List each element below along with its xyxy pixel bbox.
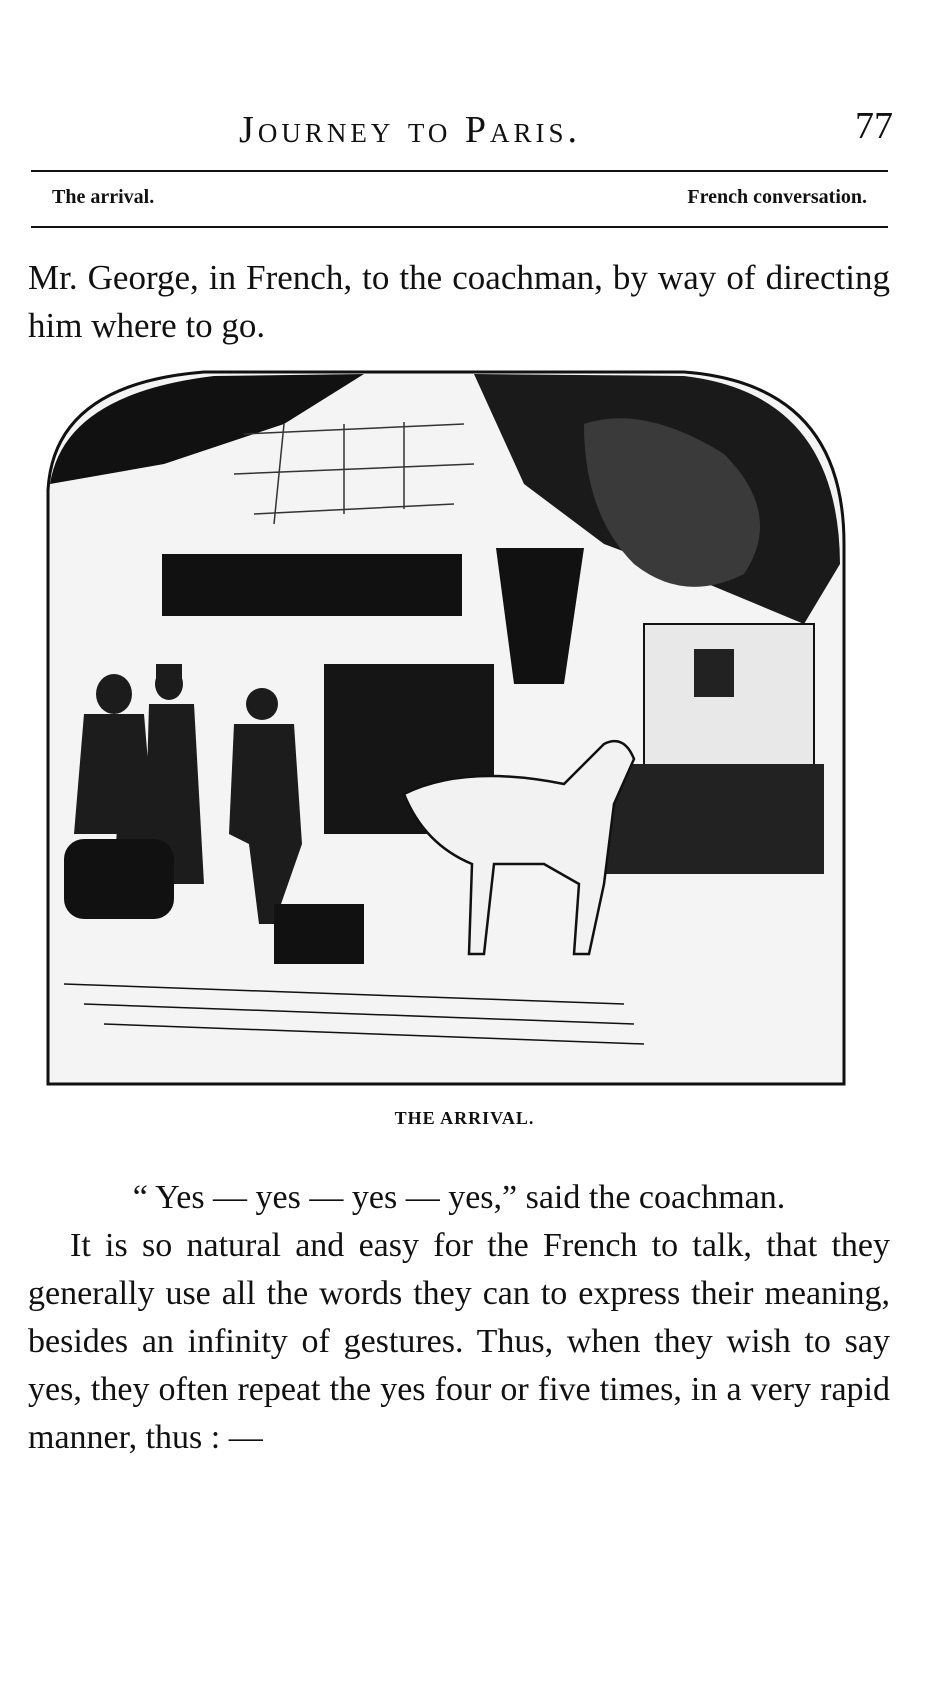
engraving-drawing [44, 364, 849, 1095]
opening-paragraph: Mr. George, in French, to the coachman, by way of directing him where to go. [28, 258, 890, 345]
header-rule-top [31, 170, 888, 172]
body-text [28, 1174, 890, 1462]
carriage-window [694, 649, 734, 697]
dark-beam [162, 554, 462, 616]
carriage-body [644, 624, 814, 774]
luggage-trunk [64, 839, 174, 919]
side-heading-right: French conversation. [687, 186, 867, 208]
engraving-illustration [44, 364, 849, 1095]
figure-caption: THE ARRIVAL. [394, 1108, 535, 1128]
luggage-box [274, 904, 364, 964]
header-rule-bottom [31, 226, 888, 228]
body-paragraph: It is so natural and easy for the French to talk, that they generally use all the words they can to express their meaning, besides an infinity of gestures. Thus, when they wish to say yes, they often repeat the yes four or five times, in a very rapid manner, thus : — [28, 1227, 890, 1456]
running-title: Journey to Paris. [239, 109, 581, 151]
page-number: 77 [855, 105, 893, 147]
side-heading-left: The arrival. [52, 186, 155, 208]
carriage-shadow [594, 764, 824, 874]
coachman-reply: “ Yes — yes — yes — yes,” said the coachman. [132, 1179, 786, 1216]
